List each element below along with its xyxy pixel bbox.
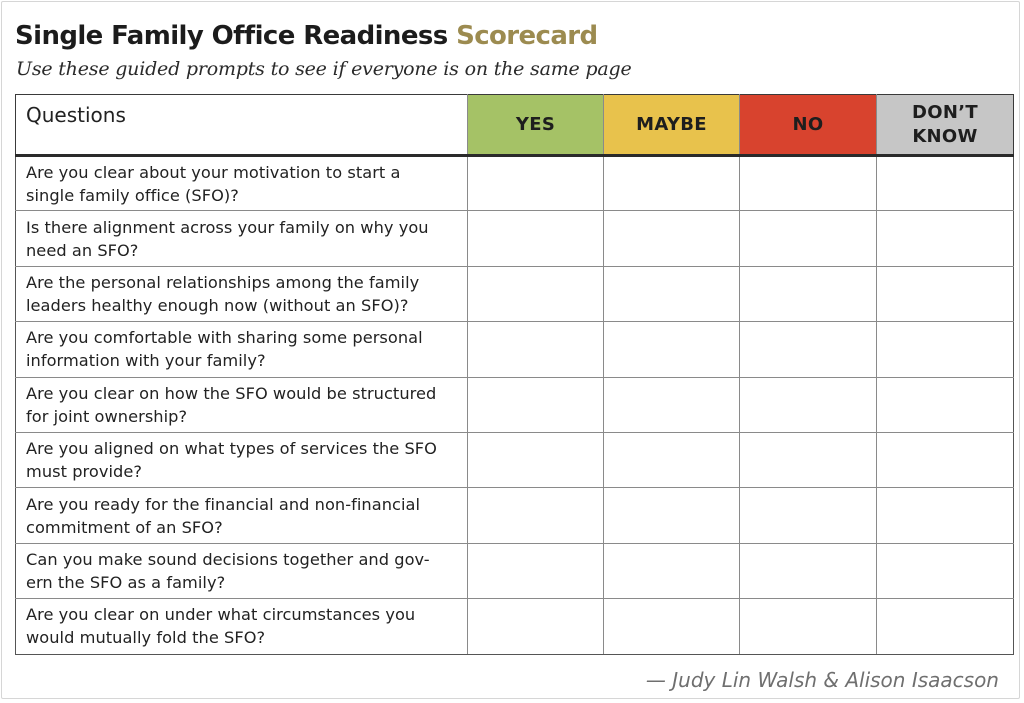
maybe-checkbox-cell[interactable] (604, 211, 740, 266)
maybe-checkbox-cell[interactable] (604, 377, 740, 432)
question-line1: Are the personal relationships among the family (26, 272, 420, 292)
question-text (16, 432, 468, 487)
question-text (16, 266, 468, 321)
no-checkbox-cell[interactable] (740, 543, 877, 598)
no-checkbox-cell[interactable] (740, 599, 877, 654)
question-line1: Are you ready for the financial and non-financial (26, 494, 421, 514)
question-line1: Can you make sound decisions together and gov- (26, 549, 430, 569)
no-checkbox-cell[interactable] (740, 322, 877, 377)
question-row (16, 432, 1014, 487)
attribution-text: — Judy Lin Walsh & Alison Isaacson (645, 668, 999, 692)
maybe-checkbox-cell[interactable] (604, 432, 740, 487)
no-checkbox-cell[interactable] (740, 488, 877, 543)
question-text (16, 599, 468, 654)
questions-header: Questions (16, 95, 468, 156)
dont-know-checkbox-cell[interactable] (877, 266, 1014, 321)
maybe-checkbox-cell[interactable] (604, 543, 740, 598)
yes-checkbox-cell[interactable] (468, 599, 604, 654)
question-line1: Are you clear on under what circumstances you (26, 605, 416, 625)
dont-know-checkbox-cell[interactable] (877, 432, 1014, 487)
title-accent: Scorecard (456, 21, 598, 51)
question-line2: commitment of an SFO? (26, 517, 223, 537)
question-row (16, 322, 1014, 377)
question-line2: need an SFO? (26, 240, 139, 260)
scorecard-card (1, 1, 1020, 699)
question-line2: leaders healthy enough now (without an SFO)? (26, 295, 409, 315)
question-line1: Are you aligned on what types of services the SFO (26, 439, 437, 459)
question-line2: information with your family? (26, 351, 266, 371)
question-text (16, 322, 468, 377)
question-line1: Are you comfortable with sharing some personal (26, 328, 423, 348)
maybe-checkbox-cell[interactable] (604, 156, 740, 211)
dont-know-checkbox-cell[interactable] (877, 488, 1014, 543)
dont-know-checkbox-cell[interactable] (877, 322, 1014, 377)
yes-checkbox-cell[interactable] (468, 432, 604, 487)
question-text (16, 543, 468, 598)
question-line2: ern the SFO as a family? (26, 572, 226, 592)
no-checkbox-cell[interactable] (740, 432, 877, 487)
question-row (16, 377, 1014, 432)
question-text (16, 211, 468, 266)
question-line2: for joint ownership? (26, 406, 188, 426)
question-row (16, 156, 1014, 211)
dont-know-column-header (877, 95, 1014, 156)
question-line2: single family office (SFO)? (26, 185, 239, 205)
scorecard-table (15, 94, 1014, 655)
dont-know-checkbox-cell[interactable] (877, 599, 1014, 654)
question-line2: must provide? (26, 462, 142, 482)
title-main: Single Family Office Readiness (15, 21, 448, 51)
question-text (16, 377, 468, 432)
yes-checkbox-cell[interactable] (468, 211, 604, 266)
no-column-header: NO (740, 95, 877, 156)
yes-checkbox-cell[interactable] (468, 377, 604, 432)
question-row (16, 599, 1014, 654)
yes-checkbox-cell[interactable] (468, 322, 604, 377)
dont-know-checkbox-cell[interactable] (877, 377, 1014, 432)
dont-know-checkbox-cell[interactable] (877, 156, 1014, 211)
question-line1: Is there alignment across your family on why you (26, 217, 429, 237)
dont-know-checkbox-cell[interactable] (877, 543, 1014, 598)
question-row (16, 488, 1014, 543)
question-line1: Are you clear on how the SFO would be structured (26, 383, 437, 403)
question-text (16, 488, 468, 543)
maybe-checkbox-cell[interactable] (604, 599, 740, 654)
yes-checkbox-cell[interactable] (468, 266, 604, 321)
maybe-checkbox-cell[interactable] (604, 488, 740, 543)
maybe-checkbox-cell[interactable] (604, 322, 740, 377)
no-checkbox-cell[interactable] (740, 377, 877, 432)
no-checkbox-cell[interactable] (740, 266, 877, 321)
yes-column-header: YES (468, 95, 604, 156)
question-text (16, 156, 468, 211)
header-row (16, 95, 1014, 156)
question-row (16, 211, 1014, 266)
page-title (15, 19, 598, 53)
question-row (16, 266, 1014, 321)
page-subtitle: Use these guided prompts to see if everyone is on the same page (16, 58, 632, 80)
yes-checkbox-cell[interactable] (468, 543, 604, 598)
yes-checkbox-cell[interactable] (468, 156, 604, 211)
question-row (16, 543, 1014, 598)
question-line2: would mutually fold the SFO? (26, 628, 266, 648)
dont-know-label-line2: KNOW (912, 125, 978, 147)
maybe-column-header: MAYBE (604, 95, 740, 156)
no-checkbox-cell[interactable] (740, 156, 877, 211)
dont-know-label-line1: DON’T (912, 101, 978, 123)
no-checkbox-cell[interactable] (740, 211, 877, 266)
dont-know-checkbox-cell[interactable] (877, 211, 1014, 266)
yes-checkbox-cell[interactable] (468, 488, 604, 543)
question-line1: Are you clear about your motivation to start a (26, 162, 401, 182)
maybe-checkbox-cell[interactable] (604, 266, 740, 321)
